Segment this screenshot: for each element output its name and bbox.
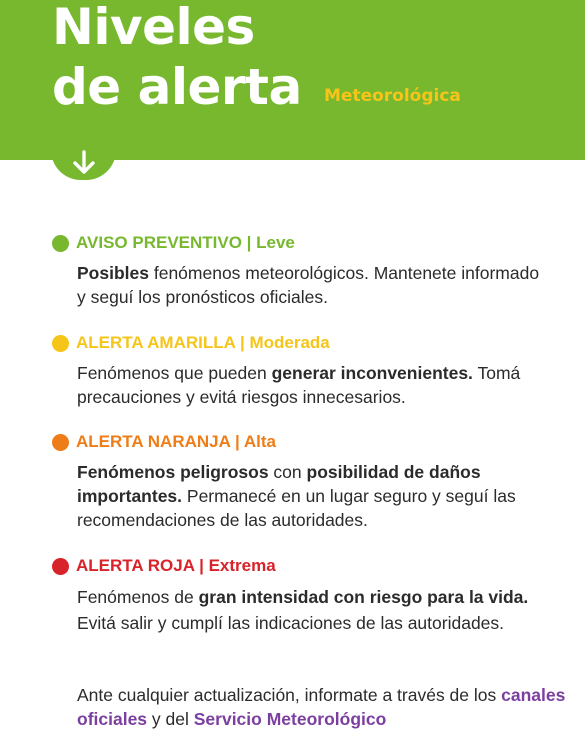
desc-part: Fenómenos de bbox=[77, 587, 199, 607]
green-dot-icon bbox=[52, 235, 69, 252]
level-title: ALERTA NARANJA | Alta bbox=[76, 432, 276, 451]
level-roja-description bbox=[77, 584, 547, 636]
footer-text: Ante cualquier actualización, informate a través de los bbox=[77, 685, 502, 705]
header-banner bbox=[0, 0, 585, 160]
desc-part: con bbox=[268, 462, 307, 482]
desc-part: Posibles bbox=[77, 263, 149, 283]
level-amarilla-description bbox=[77, 361, 547, 409]
footer-note bbox=[77, 683, 577, 731]
level-amarilla-heading bbox=[52, 332, 330, 354]
red-dot-icon bbox=[52, 558, 69, 575]
level-title: AVISO PREVENTIVO | Leve bbox=[76, 233, 295, 252]
level-naranja-description bbox=[77, 460, 547, 532]
desc-part: Fenómenos que pueden bbox=[77, 363, 272, 383]
level-preventivo-heading bbox=[52, 232, 295, 254]
desc-part: Evitá salir y cumplí las indicaciones de las autoridades. bbox=[77, 613, 505, 633]
level-naranja-heading bbox=[52, 431, 276, 453]
desc-part: generar inconvenientes. bbox=[271, 363, 473, 383]
desc-part: posibilidad de daños importantes. bbox=[77, 462, 481, 506]
orange-dot-icon bbox=[52, 434, 69, 451]
yellow-dot-icon bbox=[52, 335, 69, 352]
footer-text-middle: y del bbox=[147, 709, 194, 729]
desc-part: Tomá precauciones y evitá riesgos innecesarios. bbox=[77, 363, 521, 407]
arrow-down-icon bbox=[70, 150, 98, 176]
desc-part: Permanecé en un lugar seguro y seguí las recomendaciones de las autoridades. bbox=[77, 486, 516, 530]
level-preventivo-description bbox=[77, 261, 547, 309]
desc-part: Fenómenos peligrosos bbox=[77, 462, 269, 482]
page-subtitle: Meteorológica bbox=[324, 86, 461, 106]
level-title: ALERTA AMARILLA | Moderada bbox=[76, 333, 330, 352]
weather-service-link[interactable]: Servicio Meteorológico bbox=[193, 709, 387, 729]
header-tab bbox=[51, 150, 116, 180]
page-title-line-2: de alerta bbox=[52, 58, 302, 116]
level-title: ALERTA ROJA | Extrema bbox=[76, 556, 276, 575]
level-roja-heading bbox=[52, 555, 276, 577]
official-channels-link[interactable]: canales oficiales bbox=[77, 685, 566, 729]
desc-part: fenómenos meteorológicos. Mantenete informado y seguí los pronósticos oficiales. bbox=[77, 263, 540, 307]
desc-part: gran intensidad con riesgo para la vida. bbox=[198, 587, 529, 607]
page-title-line-1: Niveles bbox=[52, 0, 255, 56]
